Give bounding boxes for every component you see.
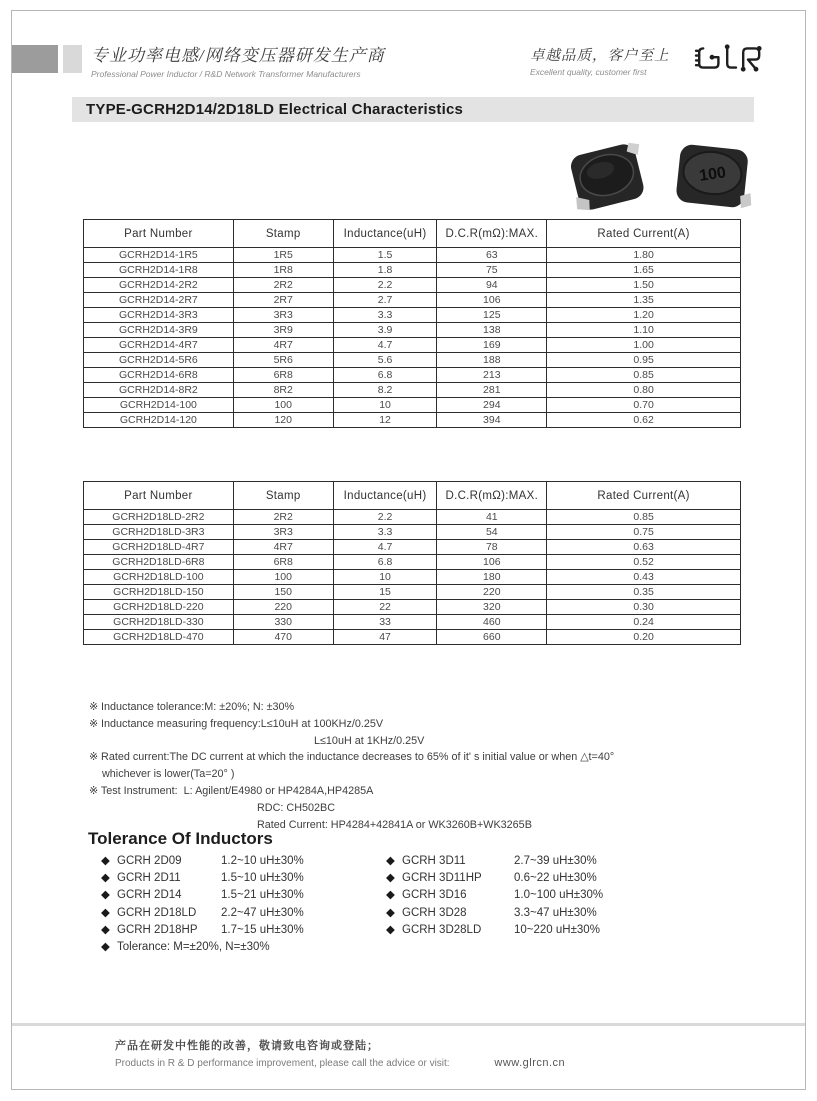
footer-website-url: www.glrcn.cn [494, 1057, 566, 1069]
table-row [84, 413, 741, 428]
series-range: 0.6~22 uH±30% [514, 872, 597, 885]
table-cell: 54 [437, 525, 547, 540]
table-cell: 1.00 [547, 338, 741, 353]
series-range: 1.0~100 uH±30% [514, 889, 604, 902]
note-line: ※ Test Instrument: L: Agilent/E4980 or HP4284A,HP4285A [89, 784, 374, 797]
table-cell: GCRH2D14-2R2 [84, 278, 234, 293]
table-cell: 460 [437, 615, 547, 630]
table-cell: 78 [437, 540, 547, 555]
table-cell: 3.3 [333, 525, 437, 540]
series-name: GCRH 2D11 [117, 872, 181, 885]
table-cell: 10 [333, 570, 437, 585]
tolerance-item [101, 887, 304, 904]
diamond-bullet-icon: ◆ [101, 906, 110, 919]
table-cell: GCRH2D14-3R9 [84, 323, 234, 338]
table-cell: 330 [233, 615, 333, 630]
table-cell: 5.6 [333, 353, 437, 368]
col-part-number: Part Number [84, 220, 234, 248]
table-cell: 2R2 [233, 278, 333, 293]
table-cell: 2R7 [233, 293, 333, 308]
diamond-bullet-icon: ◆ [101, 941, 110, 954]
diamond-bullet-icon: ◆ [386, 855, 395, 867]
table-cell: 0.85 [547, 368, 741, 383]
table-cell: 4R7 [233, 540, 333, 555]
series-name: GCRH 3D16 [402, 889, 467, 902]
table-cell: 0.20 [547, 630, 741, 645]
table-cell: 470 [233, 630, 333, 645]
table-cell: 1R8 [233, 263, 333, 278]
table-cell: 2.2 [333, 510, 437, 525]
table-cell: 0.75 [547, 525, 741, 540]
col-part-number: Part Number [84, 482, 234, 510]
series-range: 1.2~10 uH±30% [221, 855, 304, 867]
table-cell: 4R7 [233, 338, 333, 353]
tolerance-item [101, 853, 304, 870]
table-cell: GCRH2D14-3R3 [84, 308, 234, 323]
note-line: ※ Inductance tolerance:M: ±20%; N: ±30% [89, 701, 295, 713]
series-range: 2.2~47 uH±30% [221, 906, 304, 919]
note-line: L≤10uH at 1KHz/0.25V [314, 734, 425, 747]
table-cell: 169 [437, 338, 547, 353]
table-cell: 63 [437, 248, 547, 263]
tolerance-section-title: Tolerance Of Inductors [88, 829, 273, 848]
table-row [84, 368, 741, 383]
slogan-zh: 卓越品质，客户至上 [530, 48, 670, 64]
table-cell: GCRH2D18LD-470 [84, 630, 234, 645]
series-range: 10~220 uH±30% [514, 923, 600, 936]
table-row [84, 615, 741, 630]
footer-notice-zh: 产品在研发中性能的改善，敬请致电咨询或登陆； [115, 1040, 379, 1052]
table-cell: 394 [437, 413, 547, 428]
diamond-bullet-icon: ◆ [101, 923, 110, 936]
notes-section [89, 699, 614, 833]
series-name: GCRH 3D11 [402, 855, 466, 867]
table-cell: 213 [437, 368, 547, 383]
table-cell: 1.50 [547, 278, 741, 293]
series-range: 2.7~39 uH±30% [514, 855, 597, 867]
tolerance-item [386, 870, 603, 887]
table-cell: GCRH2D18LD-100 [84, 570, 234, 585]
table-cell: 220 [233, 600, 333, 615]
tolerance-list-right [386, 853, 603, 939]
inductor-product-images [552, 131, 767, 223]
table-cell: 2.2 [333, 278, 437, 293]
diamond-bullet-icon: ◆ [101, 889, 110, 902]
header-company [91, 41, 385, 79]
table-cell: 41 [437, 510, 547, 525]
table-cell: 4.7 [333, 540, 437, 555]
tolerance-list-left [101, 853, 304, 956]
table-cell: 0.30 [547, 600, 741, 615]
tolerance-item [386, 887, 603, 904]
tolerance-footnote: Tolerance: M=±20%, N=±30% [117, 941, 270, 954]
table-row [84, 570, 741, 585]
table-cell: 1R5 [233, 248, 333, 263]
table-cell: 1.20 [547, 308, 741, 323]
table-cell: GCRH2D14-1R5 [84, 248, 234, 263]
table-cell: 3R3 [233, 525, 333, 540]
table-cell: 0.35 [547, 585, 741, 600]
note-line: whichever is lower(Ta=20° ) [102, 768, 235, 781]
table-cell: 6.8 [333, 368, 437, 383]
table-cell: 3R9 [233, 323, 333, 338]
table-cell: 75 [437, 263, 547, 278]
series-range: 3.3~47 uH±30% [514, 906, 597, 919]
company-name-en: Professional Power Inductor / R&D Network Transformer Manufacturers [91, 69, 361, 79]
table-cell: 120 [233, 413, 333, 428]
footer-notice-en: Products in R & D performance improvement, please call the advice or visit: [115, 1058, 450, 1069]
table-row [84, 323, 741, 338]
table-cell: 33 [333, 615, 437, 630]
note-line: ※ Inductance measuring frequency:L≤10uH at 100KHz/0.25V [89, 717, 384, 730]
footer [115, 1037, 565, 1069]
table-cell: 1.35 [547, 293, 741, 308]
diamond-bullet-icon: ◆ [101, 872, 110, 885]
table-cell: GCRH2D14-4R7 [84, 338, 234, 353]
series-range: 1.7~15 uH±30% [221, 923, 304, 936]
col-inductance: Inductance(uH) [333, 220, 437, 248]
table-cell: 3.9 [333, 323, 437, 338]
col-rated-current: Rated Current(A) [547, 220, 741, 248]
table-cell: 6R8 [233, 368, 333, 383]
series-name: GCRH 3D28 [402, 906, 467, 919]
table-cell: GCRH2D18LD-330 [84, 615, 234, 630]
col-dcr: D.C.R(mΩ):MAX. [437, 482, 547, 510]
table-cell: 281 [437, 383, 547, 398]
series-name: GCRH 2D09 [117, 855, 182, 867]
gcrh2d18ld-spec-table [83, 481, 741, 645]
table-cell: 2R2 [233, 510, 333, 525]
table-row [84, 248, 741, 263]
table-cell: 4.7 [333, 338, 437, 353]
table-cell: 6.8 [333, 555, 437, 570]
table-row [84, 263, 741, 278]
series-name: GCRH 3D11HP [402, 872, 482, 885]
table-cell: 294 [437, 398, 547, 413]
table-cell: GCRH2D18LD-2R2 [84, 510, 234, 525]
table-cell: 15 [333, 585, 437, 600]
table-row [84, 278, 741, 293]
table-cell: 0.62 [547, 413, 741, 428]
table-cell: 22 [333, 600, 437, 615]
table-cell: 2.7 [333, 293, 437, 308]
table-cell: 47 [333, 630, 437, 645]
product-stamp-label: 100 [698, 164, 728, 185]
footer-separator [12, 1023, 805, 1026]
table-header-row [84, 220, 741, 248]
col-dcr: D.C.R(mΩ):MAX. [437, 220, 547, 248]
table-cell: 125 [437, 308, 547, 323]
table-cell: 220 [437, 585, 547, 600]
table-row [84, 308, 741, 323]
tolerance-item [101, 905, 304, 922]
table-cell: 5R6 [233, 353, 333, 368]
table-cell: 6R8 [233, 555, 333, 570]
table-row [84, 383, 741, 398]
tolerance-item [101, 870, 304, 887]
table-row [84, 398, 741, 413]
table-cell: 106 [437, 555, 547, 570]
tolerance-item [101, 939, 304, 956]
table-row [84, 630, 741, 645]
table-cell: 1.65 [547, 263, 741, 278]
table-cell: 0.70 [547, 398, 741, 413]
series-name: GCRH 2D14 [117, 889, 182, 902]
table-cell: 0.24 [547, 615, 741, 630]
table-cell: 320 [437, 600, 547, 615]
table-row [84, 338, 741, 353]
header-accent-block-light [63, 45, 82, 73]
table-cell: 94 [437, 278, 547, 293]
table-cell: 0.43 [547, 570, 741, 585]
datasheet-page [11, 10, 806, 1090]
table-cell: GCRH2D14-5R6 [84, 353, 234, 368]
table-cell: 1.8 [333, 263, 437, 278]
table-row [84, 555, 741, 570]
company-name-zh: 专业功率电感/网络变压器研发生产商 [91, 46, 385, 65]
table-cell: 12 [333, 413, 437, 428]
table-cell: 10 [333, 398, 437, 413]
table-row [84, 525, 741, 540]
table-row [84, 293, 741, 308]
page-title: TYPE-GCRH2D14/2D18LD Electrical Characteristics [72, 97, 754, 122]
table-cell: GCRH2D14-2R7 [84, 293, 234, 308]
series-name: GCRH 2D18LD [117, 906, 197, 919]
table-cell: GCRH2D14-100 [84, 398, 234, 413]
table-cell: 0.85 [547, 510, 741, 525]
table-cell: 660 [437, 630, 547, 645]
diamond-bullet-icon: ◆ [386, 923, 395, 936]
table-cell: GCRH2D18LD-3R3 [84, 525, 234, 540]
tolerance-item [386, 905, 603, 922]
slogan-en: Excellent quality, customer first [530, 67, 647, 77]
col-rated-current: Rated Current(A) [547, 482, 741, 510]
table-cell: 0.63 [547, 540, 741, 555]
header-slogan [530, 44, 670, 77]
table-row [84, 585, 741, 600]
note-line: Rated Current: HP4284+42841A or WK3260B+WK3265B [257, 818, 532, 831]
table-cell: 8.2 [333, 383, 437, 398]
table-cell: 150 [233, 585, 333, 600]
table-cell: GCRH2D14-1R8 [84, 263, 234, 278]
table-cell: 188 [437, 353, 547, 368]
table-cell: 138 [437, 323, 547, 338]
table-row [84, 540, 741, 555]
note-line: RDC: CH502BC [257, 801, 335, 814]
series-range: 1.5~21 uH±30% [221, 889, 304, 902]
diamond-bullet-icon: ◆ [386, 889, 395, 902]
col-stamp: Stamp [233, 220, 333, 248]
table-cell: 3.3 [333, 308, 437, 323]
diamond-bullet-icon: ◆ [101, 855, 110, 867]
col-stamp: Stamp [233, 482, 333, 510]
table-cell: 0.95 [547, 353, 741, 368]
col-inductance: Inductance(uH) [333, 482, 437, 510]
table-cell: 100 [233, 398, 333, 413]
table-cell: GCRH2D14-120 [84, 413, 234, 428]
table-cell: 3R3 [233, 308, 333, 323]
table-cell: 0.80 [547, 383, 741, 398]
gcrh2d14-spec-table [83, 219, 741, 428]
table-cell: 1.10 [547, 323, 741, 338]
tolerance-item [101, 922, 304, 939]
series-name: GCRH 3D28LD [402, 923, 482, 936]
table-row [84, 510, 741, 525]
table-cell: GCRH2D14-6R8 [84, 368, 234, 383]
company-logo-icon [692, 37, 772, 87]
table-cell: 1.80 [547, 248, 741, 263]
diamond-bullet-icon: ◆ [386, 906, 395, 919]
table-row [84, 600, 741, 615]
diamond-bullet-icon: ◆ [386, 872, 395, 885]
table-cell: GCRH2D18LD-6R8 [84, 555, 234, 570]
table-cell: GCRH2D14-8R2 [84, 383, 234, 398]
table-cell: 0.52 [547, 555, 741, 570]
table-cell: 100 [233, 570, 333, 585]
table-cell: 8R2 [233, 383, 333, 398]
tolerance-item [386, 922, 603, 939]
table-cell: GCRH2D18LD-150 [84, 585, 234, 600]
table-header-row [84, 482, 741, 510]
tolerance-item [386, 853, 603, 870]
table-row [84, 353, 741, 368]
table-cell: GCRH2D18LD-220 [84, 600, 234, 615]
table-cell: 180 [437, 570, 547, 585]
note-line: ※ Rated current:The DC current at which the inductance decreases to 65% of it' s initial value or when △t=40° [89, 751, 615, 764]
table-cell: 1.5 [333, 248, 437, 263]
table-cell: GCRH2D18LD-4R7 [84, 540, 234, 555]
series-range: 1.5~10 uH±30% [221, 872, 304, 885]
series-name: GCRH 2D18HP [117, 923, 198, 936]
table-cell: 106 [437, 293, 547, 308]
header-accent-block-dark [12, 45, 58, 73]
